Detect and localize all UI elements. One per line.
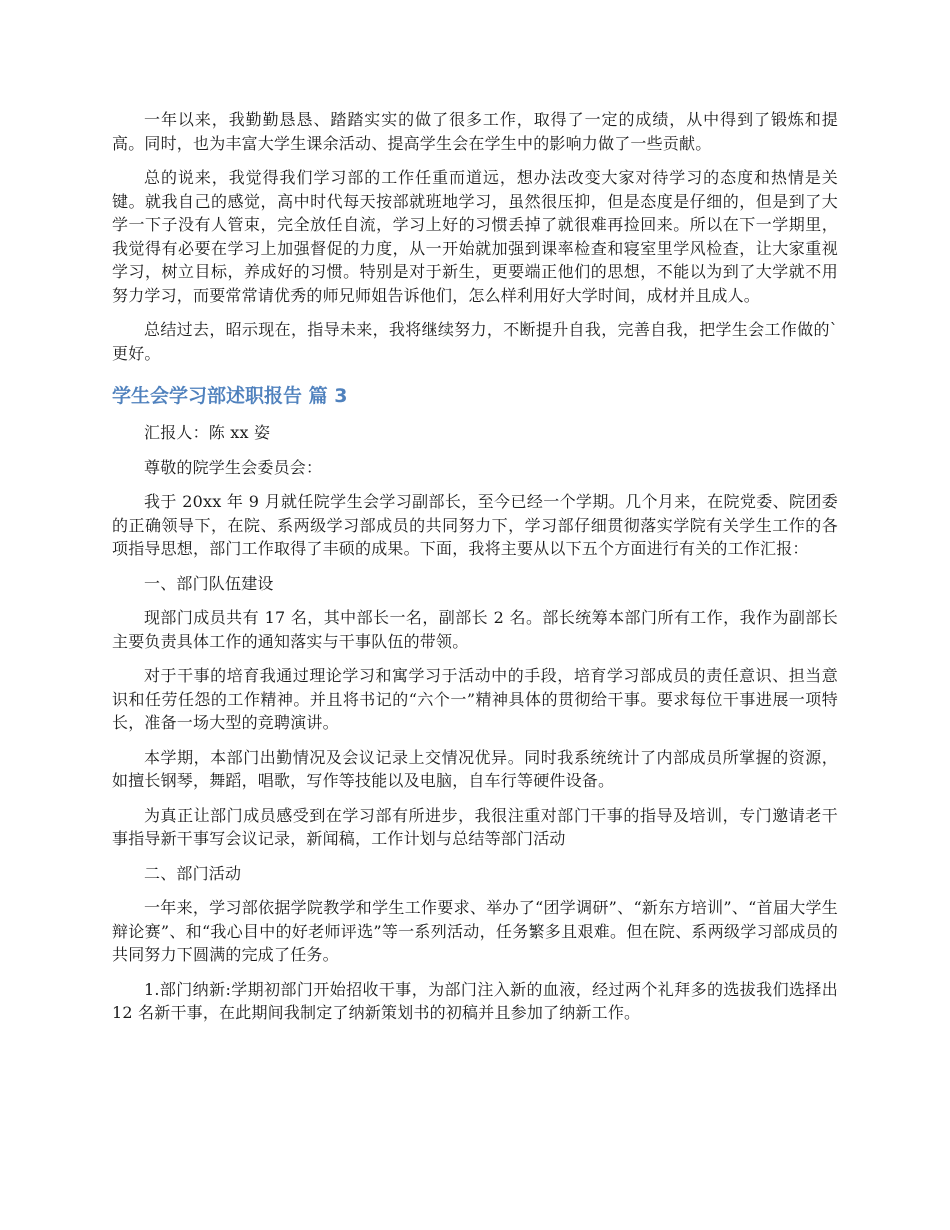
paragraph: 我于 20xx 年 9 月就任院学生会学习副部长，至今已经一个学期。几个月来，在院党委、院团委的正确领导下，在院、系两级学习部成员的共同努力下，学习部仔细贯彻落实学院有关学生工作的各项指导思想，部门工作取得了丰硕的成果。下面，我将主要从以下五个方面进行有关的工作汇报： [112,492,838,558]
paragraph: 本学期，本部门出勤情况及会议记录上交情况优异。同时我系统统计了内部成员所掌握的资源，如擅长钢琴，舞蹈，唱歌，写作等技能以及电脑，自车行等硬件设备。 [112,747,838,790]
paragraph: 一年来，学习部依据学院教学和学生工作要求、举办了“团学调研”、“新东方培训”、“首届大学生辩论赛”、和“我心目中的好老师评选”等一系列活动，任务繁多且艰难。但在院、系两级学习部成员的共同努力下圆满的完成了任务。 [112,898,838,964]
section-heading: 学生会学习部述职报告 篇 3 [112,385,348,407]
paragraph: 1.部门纳新:学期初部门开始招收干事，为部门注入新的血液，经过两个礼拜多的选拔我们选择出 12 名新干事，在此期间我制定了纳新策划书的初稿并且参加了纳新工作。 [112,979,838,1022]
reporter-line: 汇报人：陈 xx 姿 [144,423,271,442]
paragraph: 总结过去，昭示现在，指导未来，我将继续努力，不断提升自我，完善自我，把学生会工作做的`更好。 [112,320,838,363]
salutation: 尊敬的院学生会委员会： [144,457,323,477]
paragraph: 为真正让部门成员感受到在学习部有所进步，我很注重对部门干事的指导及培训，专门邀请老干事指导新干事写会议记录，新闻稿，工作计划与总结等部门活动 [112,805,838,848]
paragraph: 对于干事的培育我通过理论学习和寓学习于活动中的手段，培育学习部成员的责任意识、担当意识和任劳任怨的工作精神。并且将书记的“六个一”精神具体的贯彻给干事。要求每位干事进展一项特长，准备一场大型的竞聘演讲。 [112,666,838,732]
subheading: 一、部门队伍建设 [144,573,274,593]
subheading: 二、部门活动 [144,863,242,883]
paragraph: 现部门成员共有 17 名，其中部长一名，副部长 2 名。部长统筹本部门所有工作，我作为副部长主要负责具体工作的通知落实与干事队伍的带领。 [112,608,838,651]
paragraph: 总的说来，我觉得我们学习部的工作任重而道远，想办法改变大家对待学习的态度和热情是关键。就我自己的感觉，高中时代每天按部就班地学习，虽然很压抑，但是态度是仔细的，但是到了大学一下子没有人管束，完全放任自流，学习上好的习惯丢掉了就很难再捡回来。所以在下一学期里，我觉得有必要在学习上加强督促的力度，从一开始就加强到课率检查和寝室里学风检查，让大家重视学习，树立目标，养成好的习惯。特别是对于新生，更要端正他们的思想，不能以为到了大学就不用努力学习，而要常常请优秀的师兄师姐告诉他们，怎么样利用好大学时间，成材并且成人。 [112,168,838,305]
paragraph: 一年以来，我勤勤恳恳、踏踏实实的做了很多工作，取得了一定的成绩，从中得到了锻炼和提高。同时，也为丰富大学生课余活动、提高学生会在学生中的影响力做了一些贡献。 [112,110,838,153]
